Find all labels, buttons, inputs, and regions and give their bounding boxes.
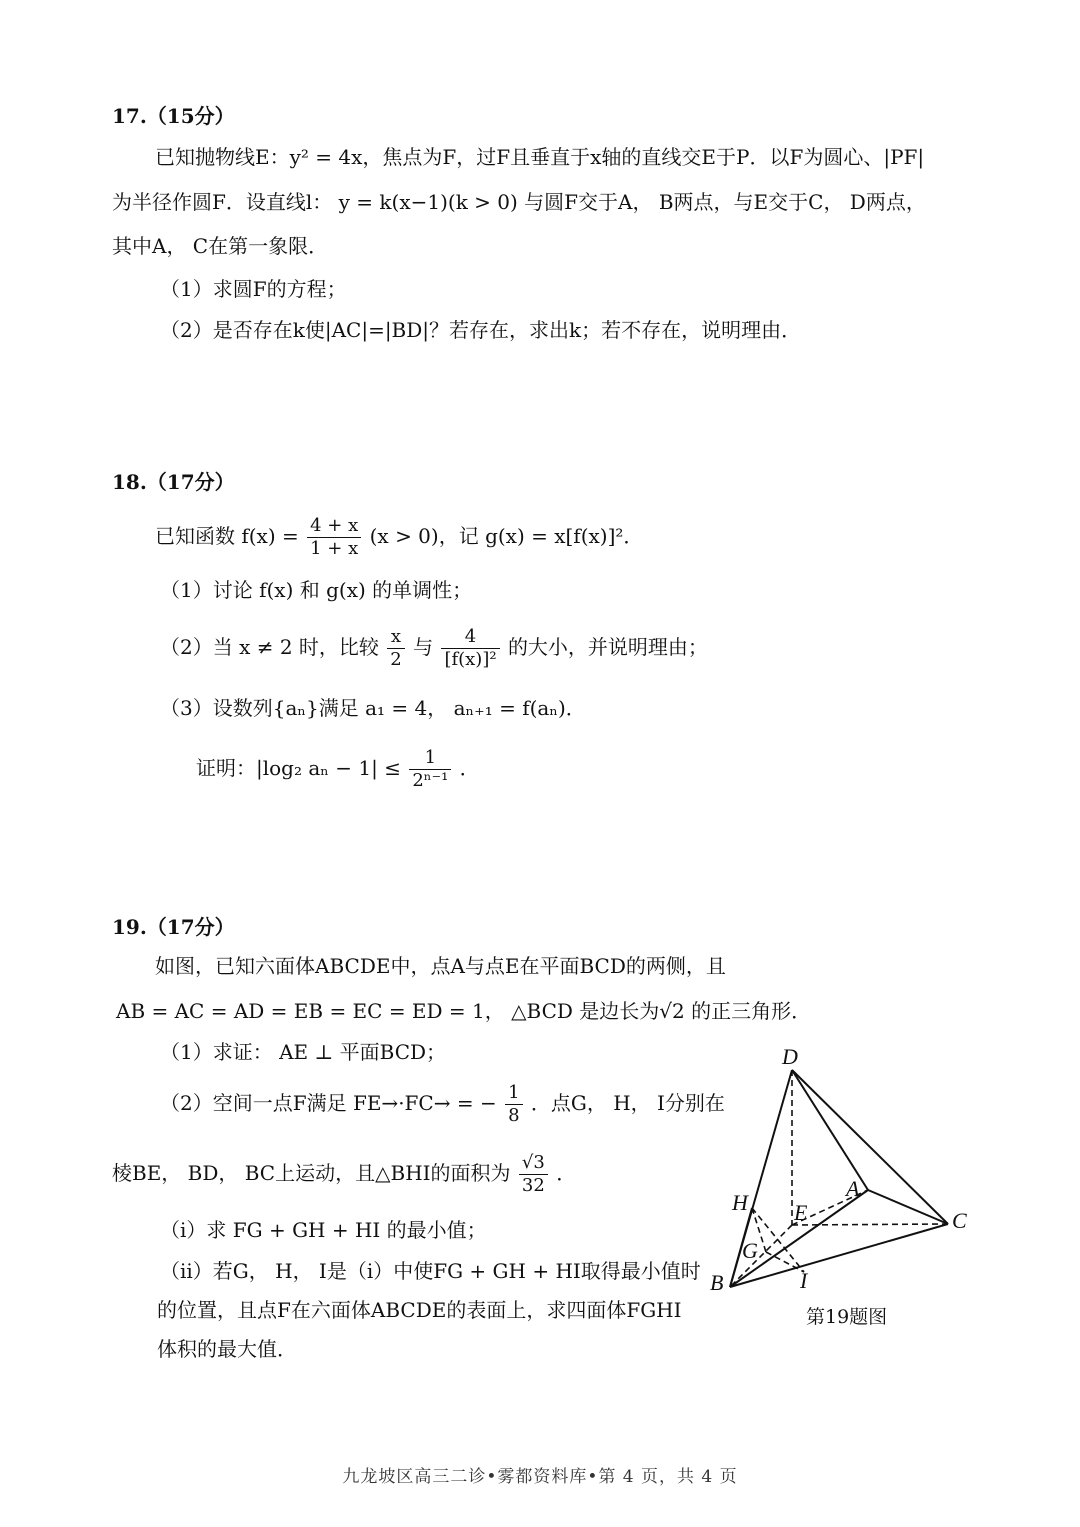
segment-gi <box>766 1252 804 1272</box>
q18-part1: （1）讨论 f(x) 和 g(x) 的单调性； <box>160 578 473 602</box>
label-d: D <box>782 1044 798 1069</box>
q18-f-denominator: 1 + x <box>310 538 359 559</box>
q18-intro-text-b: (x > 0)，记 g(x) = x[f(x)]²． <box>369 524 644 548</box>
q18-proof-numerator: 1 <box>409 747 451 770</box>
q18-x-over-2-fraction <box>387 626 404 671</box>
q18-part2-text-a: （2）当 x ≠ 2 时，比较 <box>160 635 379 659</box>
q19-part2 <box>160 1078 725 1128</box>
page-footer: 九龙坡区高三二诊•雾都资料库•第 4 页，共 4 页 <box>342 1467 738 1487</box>
q18-proof <box>196 743 480 793</box>
q19-heading: 19.（17分） <box>112 915 235 939</box>
q19-one-eighth-fraction <box>505 1082 522 1127</box>
q18-proof-denominator: 2ⁿ⁻¹ <box>412 770 449 791</box>
q17-heading: 17.（15分） <box>112 104 235 128</box>
q18-heading: 18.（17分） <box>112 470 235 494</box>
q19-stem-line2: AB = AC = AD = EB = EC = ED = 1， △BCD 是边长为√2 的正三角形． <box>116 999 812 1023</box>
q18-part2-text-b: 的大小，并说明理由； <box>507 635 708 659</box>
q19-area-denominator: 32 <box>521 1175 545 1196</box>
q18-proof-text-a: 证明：|log₂ aₙ − 1| ≤ <box>196 756 401 780</box>
label-g: G <box>742 1238 758 1263</box>
q18-part3: （3）设数列{aₙ}满足 a₁ = 4， aₙ₊₁ = f(aₙ)． <box>160 696 586 720</box>
q19-part-i: （i）求 FG + GH + HI 的最小值； <box>160 1218 487 1242</box>
q19-line3-text-b: ． <box>556 1161 577 1185</box>
edge-ac <box>868 1190 948 1224</box>
q18-4-over-fx2-fraction <box>441 626 499 671</box>
label-c: C <box>952 1208 967 1233</box>
edge-da <box>792 1070 868 1190</box>
q17-stem-line2: 为半径作圆F．设直线l： y = k(x−1)(k > 0) 与圆F交于A， B两点，与E交于C， D两点， <box>112 190 926 214</box>
q18-proof-text-b: ． <box>459 756 480 780</box>
q18-part2-mid: 与 <box>413 635 434 659</box>
q17-stem-line3: 其中A， C在第一象限． <box>112 234 329 258</box>
q19-part2-text-a: （2）空间一点F满足 FE→·FC→ = − <box>160 1091 497 1115</box>
q18-proof-fraction <box>409 747 451 792</box>
q18-f-numerator: 4 + x <box>307 515 361 538</box>
q19-part-ii-line3: 体积的最大值． <box>157 1337 297 1361</box>
hexahedron-figure <box>700 1040 990 1300</box>
q19-part-ii-line1: （ii）若G， H， I是（i）中使FG + GH + HI取得最小值时 <box>160 1259 701 1283</box>
q18-fraction-numerator: x <box>387 626 404 649</box>
q19-part2-text-b: ．点G， H， I分别在 <box>530 1091 725 1115</box>
q19-line3-text-a: 棱BE， BD， BC上运动，且△BHI的面积为 <box>112 1161 511 1185</box>
label-i: I <box>800 1268 808 1293</box>
q18-f-fraction <box>307 515 361 560</box>
q19-area-fraction <box>519 1152 548 1197</box>
q19-part1: （1）求证： AE ⊥ 平面BCD； <box>160 1040 447 1064</box>
q18-fraction-denominator: [f(x)]² <box>444 649 497 670</box>
q17-part2: （2）是否存在k使|AC|=|BD|？若存在，求出k；若不存在，说明理由． <box>160 318 802 342</box>
q18-intro-text-a: 已知函数 f(x) = <box>155 524 299 548</box>
label-h: H <box>732 1190 748 1215</box>
edge-ec-hidden <box>792 1224 948 1225</box>
q19-fraction-denominator: 8 <box>508 1105 520 1126</box>
q18-part2 <box>160 622 708 672</box>
q17-stem-line1: 已知抛物线E：y² = 4x，焦点为F，过F且垂直于x轴的直线交E于P．以F为圆心、|PF| <box>155 145 925 169</box>
figure-caption: 第19题图 <box>806 1306 888 1328</box>
q18-intro <box>155 511 643 561</box>
edge-dc <box>792 1070 948 1224</box>
q19-stem-line1: 如图，已知六面体ABCDE中，点A与点E在平面BCD的两侧，且 <box>155 954 726 978</box>
label-a: A <box>846 1176 860 1201</box>
q17-part1: （1）求圆F的方程； <box>160 277 347 301</box>
edge-bc <box>730 1224 948 1287</box>
q18-fraction-denominator: 2 <box>390 649 402 670</box>
label-e: E <box>794 1200 808 1225</box>
q19-fraction-numerator: 1 <box>505 1082 522 1105</box>
q18-fraction-numerator: 4 <box>441 626 499 649</box>
q19-area-numerator: √3 <box>519 1152 548 1175</box>
q19-line3 <box>112 1148 576 1198</box>
q19-part-ii-line2: 的位置，且点F在六面体ABCDE的表面上，求四面体FGHI <box>157 1298 682 1322</box>
label-b: B <box>710 1270 724 1295</box>
